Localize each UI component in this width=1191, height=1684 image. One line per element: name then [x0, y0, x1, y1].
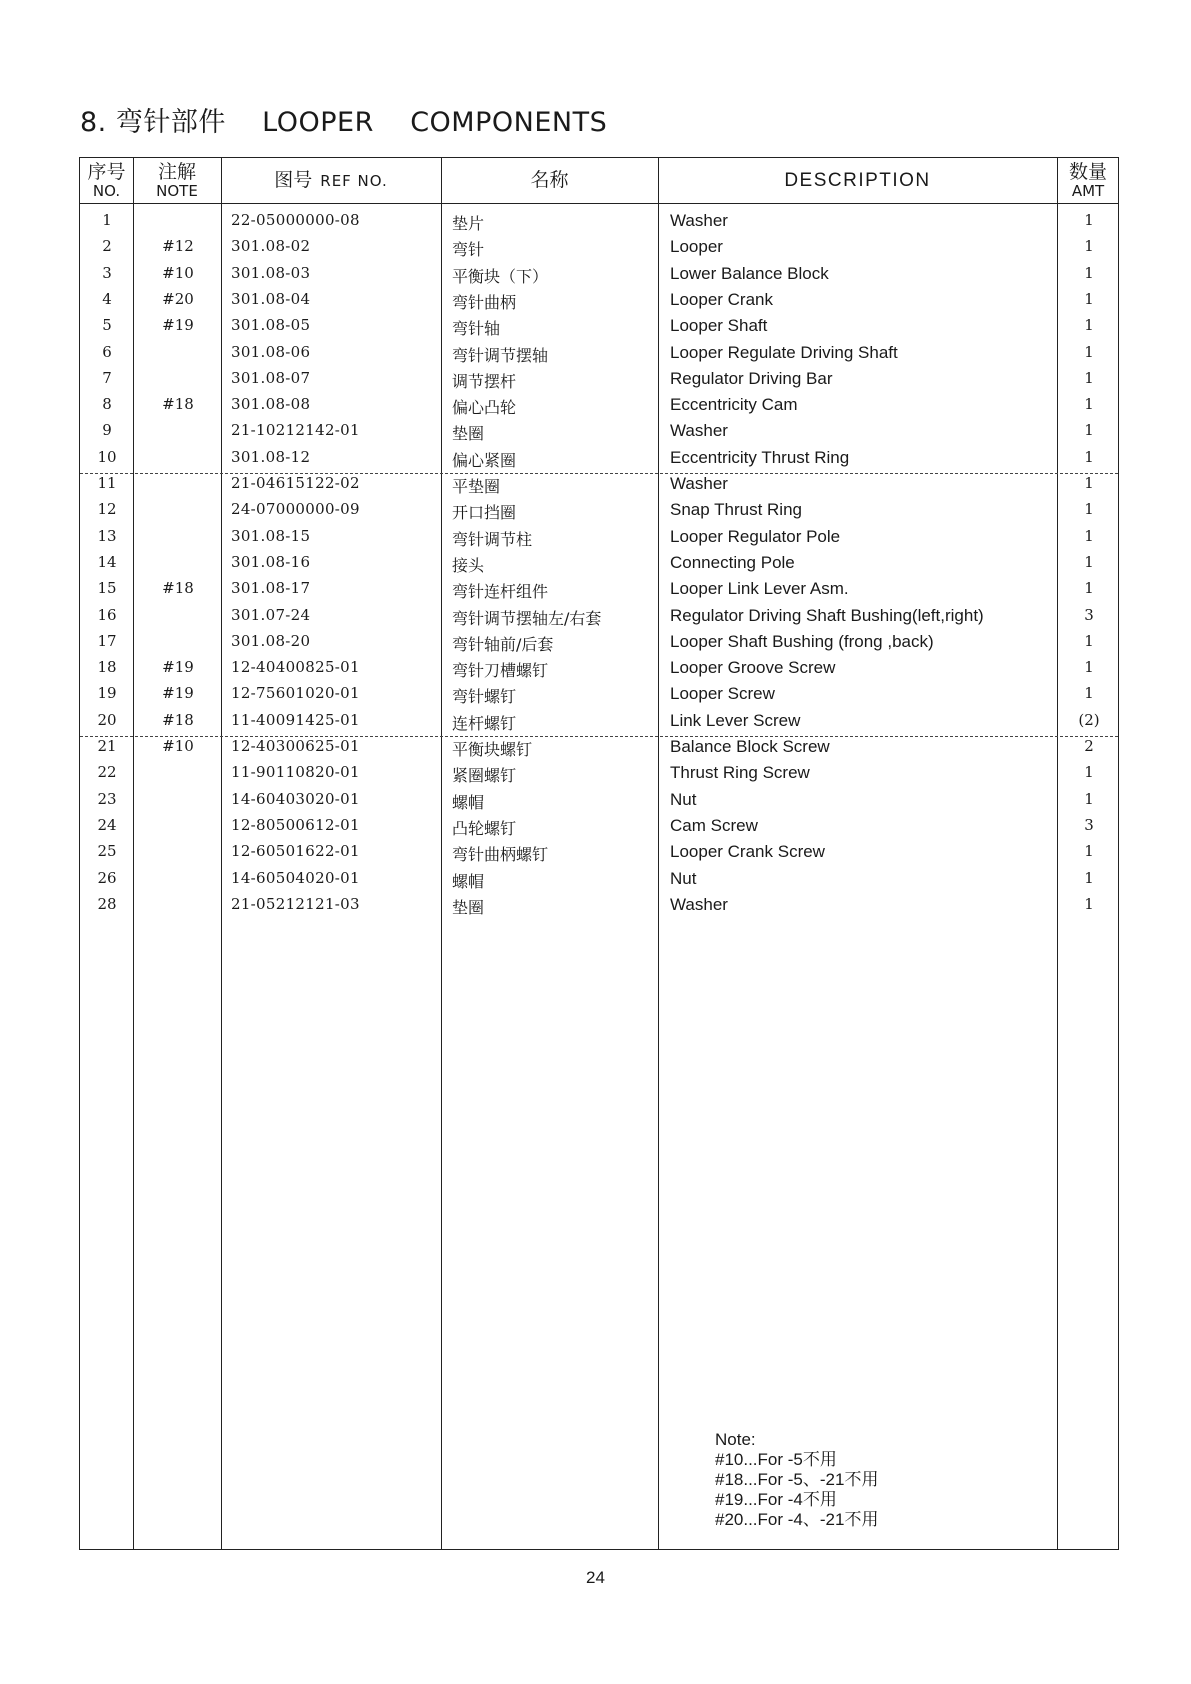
cell-amt: 1 — [1084, 579, 1094, 598]
cell-no: 14 — [97, 552, 117, 571]
cell-desc: Looper Regulator Pole — [670, 526, 841, 546]
cell-desc: Looper Screw — [670, 684, 775, 704]
cell-name: 螺帽 — [452, 871, 485, 891]
note-line: #20...For -4、-21不用 — [715, 1510, 879, 1529]
table-row — [80, 708, 1118, 734]
cell-note: #19 — [162, 658, 194, 677]
cell-ref: 301.08-15 — [231, 526, 311, 545]
cell-desc: Looper Regulate Driving Shaft — [670, 342, 898, 362]
cell-name: 开口挡圈 — [452, 503, 517, 523]
cell-ref: 12-75601020-01 — [231, 684, 360, 703]
cell-amt: 1 — [1084, 868, 1094, 887]
header-amt — [1057, 158, 1119, 203]
table-row — [80, 603, 1118, 629]
cell-no: 11 — [97, 474, 117, 492]
cell-no: 3 — [102, 263, 112, 282]
cell-note: #18 — [162, 579, 194, 598]
table-row — [80, 524, 1118, 550]
header-name: 名称 — [530, 169, 569, 191]
cell-ref: 11-90110820-01 — [231, 763, 360, 782]
cell-name: 弯针轴前/后套 — [452, 634, 554, 654]
cell-desc: Washer — [670, 474, 728, 493]
cell-ref: 24-07000000-09 — [231, 500, 360, 519]
cell-no: 5 — [102, 316, 112, 335]
table-row — [80, 734, 1118, 760]
cell-amt: 1 — [1084, 500, 1094, 519]
cell-name: 弯针轴 — [452, 319, 501, 339]
cell-no: 12 — [97, 500, 117, 519]
cell-desc: Looper Crank — [670, 289, 774, 309]
cell-name: 弯针调节摆轴左/右套 — [452, 608, 602, 628]
header-amt-en: AMT — [1071, 181, 1105, 200]
note-line: #19...For -4不用 — [715, 1490, 837, 1509]
cell-ref: 301.07-24 — [231, 605, 311, 624]
cell-no: 1 — [102, 211, 112, 229]
cell-desc: Nut — [670, 789, 697, 809]
cell-no: 28 — [97, 894, 117, 913]
cell-no: 18 — [97, 658, 117, 677]
cell-no: 21 — [97, 737, 117, 755]
cell-name: 弯针曲柄 — [452, 292, 517, 312]
table-row — [80, 340, 1118, 366]
cell-name: 接头 — [452, 555, 485, 575]
cell-amt: 1 — [1084, 526, 1094, 545]
cell-ref: 301.08-05 — [231, 316, 311, 335]
cell-ref: 21-04615122-02 — [231, 474, 360, 492]
table-row — [80, 576, 1118, 602]
cell-amt: 1 — [1084, 447, 1094, 466]
cell-amt: 1 — [1084, 342, 1094, 361]
cell-ref: 301.08-12 — [231, 447, 311, 466]
cell-name: 平衡块螺钉 — [452, 740, 533, 759]
header-amt-zh: 数量 — [1068, 160, 1107, 183]
cell-desc: Looper Crank Screw — [670, 842, 825, 862]
cell-desc: Regulator Driving Shaft Bushing(left,right) — [670, 605, 984, 625]
cell-desc: Looper Groove Screw — [670, 658, 836, 678]
table-row — [80, 418, 1118, 444]
header-ref-zh: 图号 — [274, 169, 313, 191]
cell-amt: 1 — [1084, 684, 1094, 703]
cell-note: #10 — [162, 737, 194, 755]
note-line: #10...For -5不用 — [715, 1450, 837, 1469]
cell-amt: 2 — [1084, 737, 1094, 755]
cell-no: 17 — [97, 631, 117, 650]
cell-desc: Eccentricity Cam — [670, 395, 798, 415]
cell-amt: 1 — [1084, 395, 1094, 414]
cell-ref: 301.08-08 — [231, 395, 311, 414]
cell-amt: 1 — [1084, 631, 1094, 650]
cell-name: 平衡块（下） — [452, 266, 549, 286]
cell-amt: 1 — [1084, 552, 1094, 571]
cell-desc: Looper Shaft Bushing (frong ,back) — [670, 631, 934, 651]
cell-ref: 301.08-04 — [231, 289, 311, 308]
cell-desc: Balance Block Screw — [670, 737, 830, 756]
note-line: #18...For -5、-21不用 — [715, 1470, 879, 1489]
cell-name: 平垫圈 — [452, 477, 501, 496]
cell-desc: Thrust Ring Screw — [670, 763, 810, 783]
table-row — [80, 366, 1118, 392]
table-row — [80, 445, 1118, 471]
cell-no: 22 — [97, 763, 117, 782]
cell-name: 偏心凸轮 — [452, 398, 517, 418]
cell-amt: 1 — [1084, 263, 1094, 282]
page-title: 8. 弯针部件 LOOPER COMPONENTS — [80, 107, 608, 138]
cell-ref: 21-05212121-03 — [231, 894, 360, 913]
table-row — [80, 839, 1118, 865]
table-row — [80, 681, 1118, 707]
table-row — [80, 497, 1118, 523]
cell-desc: Snap Thrust Ring — [670, 500, 802, 520]
cell-ref: 22-05000000-08 — [231, 211, 360, 229]
cell-desc: Cam Screw — [670, 815, 758, 835]
cell-amt: 1 — [1084, 211, 1094, 229]
cell-ref: 21-10212142-01 — [231, 421, 360, 440]
cell-ref: 301.08-06 — [231, 342, 311, 361]
cell-amt: (2) — [1078, 710, 1100, 729]
cell-ref: 14-60403020-01 — [231, 789, 360, 808]
table-row — [80, 287, 1118, 313]
cell-no: 25 — [97, 842, 117, 861]
cell-ref: 12-80500612-01 — [231, 815, 360, 834]
cell-amt: 1 — [1084, 474, 1094, 492]
cell-ref: 301.08-03 — [231, 263, 311, 282]
table-row — [80, 208, 1118, 234]
cell-name: 弯针曲柄螺钉 — [452, 845, 549, 865]
cell-amt: 3 — [1084, 605, 1094, 624]
header-ref-en: REF NO. — [320, 172, 388, 190]
cell-desc: Link Lever Screw — [670, 710, 801, 730]
cell-ref: 12-40400825-01 — [231, 658, 360, 677]
cell-ref: 14-60504020-01 — [231, 868, 360, 887]
table-row — [80, 629, 1118, 655]
cell-amt: 1 — [1084, 316, 1094, 335]
cell-no: 10 — [97, 447, 117, 466]
cell-no: 23 — [97, 789, 117, 808]
cell-no: 20 — [97, 710, 117, 729]
cell-name: 连杆螺钉 — [452, 713, 517, 733]
cell-desc: Nut — [670, 868, 697, 888]
parts-table — [79, 157, 1119, 1550]
cell-ref: 301.08-07 — [231, 368, 311, 387]
cell-desc: Looper Link Lever Asm. — [670, 579, 849, 599]
header-divider — [80, 203, 1118, 204]
cell-amt: 3 — [1084, 815, 1094, 834]
header-no-zh: 序号 — [87, 160, 126, 183]
table-row — [80, 866, 1118, 892]
cell-note: #18 — [162, 395, 194, 414]
cell-name: 螺帽 — [452, 792, 485, 812]
cell-amt: 1 — [1084, 894, 1094, 913]
cell-amt: 1 — [1084, 368, 1094, 387]
table-row — [80, 313, 1118, 339]
cell-note: #12 — [162, 237, 194, 256]
cell-amt: 1 — [1084, 289, 1094, 308]
table-row — [80, 892, 1118, 918]
cell-no: 24 — [97, 815, 117, 834]
cell-no: 8 — [102, 395, 112, 414]
cell-name: 弯针刀槽螺钉 — [452, 661, 549, 681]
cell-amt: 1 — [1084, 421, 1094, 440]
cell-note: #19 — [162, 684, 194, 703]
cell-desc: Looper — [670, 237, 723, 257]
cell-ref: 12-60501622-01 — [231, 842, 360, 861]
header-description: DESCRIPTION — [784, 170, 931, 191]
table-row — [80, 234, 1118, 260]
table-row — [80, 550, 1118, 576]
cell-desc: Eccentricity Thrust Ring — [670, 447, 850, 467]
notes-block — [715, 1430, 878, 1530]
cell-note: #10 — [162, 263, 194, 282]
notes-heading: Note: — [715, 1430, 756, 1449]
cell-no: 6 — [102, 342, 112, 361]
cell-name: 弯针连杆组件 — [452, 582, 549, 602]
cell-no: 9 — [102, 421, 112, 440]
cell-desc: Looper Shaft — [670, 316, 768, 336]
cell-desc: Connecting Pole — [670, 552, 795, 572]
cell-name: 凸轮螺钉 — [452, 818, 517, 838]
header-no-en: NO. — [92, 181, 121, 200]
cell-no: 13 — [97, 526, 117, 545]
table-row — [80, 787, 1118, 813]
cell-name: 偏心紧圈 — [452, 450, 517, 470]
header-note — [133, 158, 221, 203]
cell-desc: Washer — [670, 421, 728, 441]
cell-name: 弯针 — [452, 240, 485, 260]
cell-desc: Washer — [670, 211, 728, 230]
cell-name: 紧圈螺钉 — [452, 766, 517, 786]
table-row — [80, 813, 1118, 839]
cell-amt: 1 — [1084, 789, 1094, 808]
header-ref — [221, 158, 441, 203]
table-row — [80, 392, 1118, 418]
cell-name: 弯针调节柱 — [452, 529, 533, 549]
cell-no: 2 — [102, 237, 112, 256]
cell-name: 弯针螺钉 — [452, 687, 517, 707]
table-row — [80, 471, 1118, 497]
cell-ref: 12-40300625-01 — [231, 737, 360, 755]
cell-name: 调节摆杆 — [452, 371, 517, 391]
cell-note: #18 — [162, 710, 194, 729]
cell-ref: 301.08-17 — [231, 579, 311, 598]
cell-ref: 301.08-02 — [231, 237, 311, 256]
cell-ref: 11-40091425-01 — [231, 710, 360, 729]
cell-no: 15 — [97, 579, 117, 598]
cell-name: 垫圈 — [452, 897, 485, 917]
cell-ref: 301.08-20 — [231, 631, 311, 650]
cell-no: 19 — [97, 684, 117, 703]
cell-no: 7 — [102, 368, 112, 387]
cell-amt: 1 — [1084, 842, 1094, 861]
table-row — [80, 261, 1118, 287]
cell-name: 弯针调节摆轴 — [452, 345, 549, 365]
cell-note: #19 — [162, 316, 194, 335]
cell-no: 16 — [97, 605, 117, 624]
table-row — [80, 760, 1118, 786]
header-no — [80, 158, 133, 203]
header-note-en: NOTE — [156, 181, 198, 200]
table-row — [80, 655, 1118, 681]
cell-desc: Regulator Driving Bar — [670, 368, 833, 388]
cell-amt: 1 — [1084, 237, 1094, 256]
cell-desc: Washer — [670, 894, 728, 914]
cell-no: 4 — [102, 289, 112, 308]
cell-amt: 1 — [1084, 763, 1094, 782]
page-number: 24 — [586, 1568, 605, 1587]
header-note-zh: 注解 — [157, 160, 196, 183]
cell-note: #20 — [162, 289, 194, 308]
cell-ref: 301.08-16 — [231, 552, 311, 571]
cell-name: 垫圈 — [452, 424, 485, 444]
cell-desc: Lower Balance Block — [670, 263, 829, 283]
cell-no: 26 — [97, 868, 117, 887]
cell-amt: 1 — [1084, 658, 1094, 677]
cell-name: 垫片 — [452, 214, 485, 233]
